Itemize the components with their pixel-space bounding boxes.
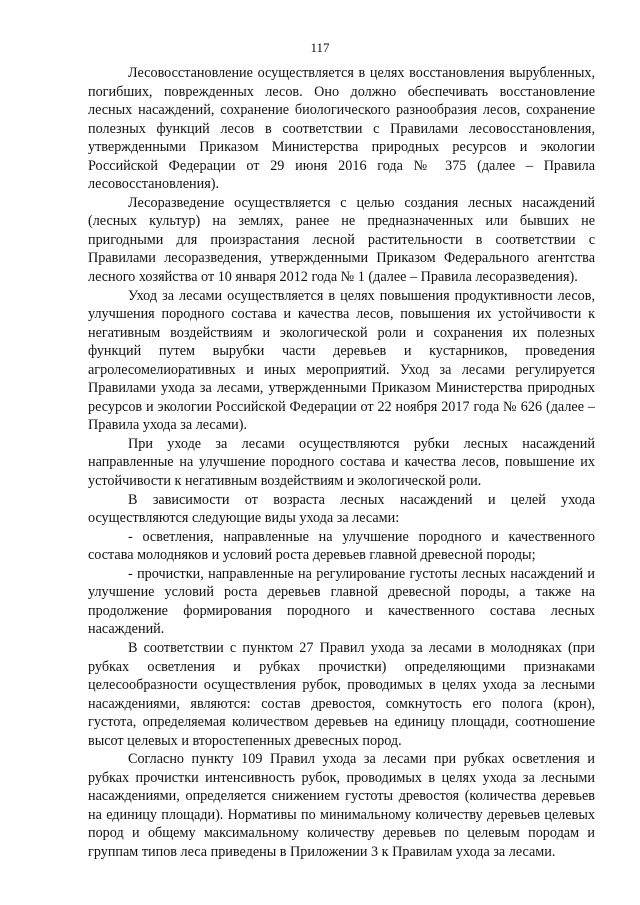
page-number: 117 xyxy=(310,40,330,55)
body-text xyxy=(88,64,595,862)
paragraph-clause-109: Согласно пункту 109 Правил ухода за лесами при рубках осветления и рубках прочистки интенсивность рубок, проводимых в целях ухода за лесными насаждениями, определяется снижением густоты древостоя (количества деревьев на единицу площади). Нормативы по минимальному количеству деревьев целевых пород и общему максимальному количеству деревьев по целевым породам и группам типов леса приведены в Приложении 3 к Правилам ухода за лесами. xyxy=(88,751,595,860)
paragraph-forest-care: Уход за лесами осуществляется в целях повышения продуктивности лесов, улучшения породного состава и качества лесов, повышения их устойчивости к негативным воздействиям и экологической роли и сохранения их полезных функций путем вырубки части деревьев и кустарников, проведения агролесомелиоративных и иных мероприятий. Уход за лесами регулируется Правилами ухода за лесами, утвержденными Приказом Министерства природных ресурсов и экологии Российской Федерации от 22 ноября 2017 года № 626 (далее – Правила ухода за лесами). xyxy=(88,287,595,434)
list-item-clarification: - осветления, направленные на улучшение породного и качественного состава молодняков и условий роста деревьев главной древесной породы; xyxy=(88,528,595,564)
paragraph-care-cuttings: При уходе за лесами осуществляются рубки лесных насаждений направленные на улучшение породного состава и качества лесов, повышение их устойчивости к негативным воздействиям и экологической роли. xyxy=(88,435,595,490)
paragraph-reforestation: Лесовосстановление осуществляется в целях восстановления вырубленных, погибших, поврежденных лесов. Оно должно обеспечивать восстановление лесных насаждений, сохранение биологического разнообразия лесов, сохранение полезных функций лесов в соответствии с Правилами лесовосстановления, утвержденными Приказом Министерства природных ресурсов и экологии Российской Федерации от 29 июня 2016 года № 375 (далее – Правила лесовосстановления). xyxy=(88,65,595,193)
paragraph-clause-27: В соответствии с пунктом 27 Правил ухода за лесами в молодняках (при рубках осветления и рубках прочистки) определяющими признаками целесообразности осуществления рубок, проводимых в целях ухода за лесными насаждениями, являются: состав древостоя, сомкнутость его полога (крон), густота, определяемая количеством деревьев на единицу площади, соотношение высот целевых и второстепенных древесных пород. xyxy=(88,639,595,749)
paragraph-care-types-intro: В зависимости от возраста лесных насаждений и целей ухода осуществляются следующие виды ухода за лесами: xyxy=(88,491,595,527)
paragraph-afforestation: Лесоразведение осуществляется с целью создания лесных насаждений (лесных культур) на землях, ранее не предназначенных или бывших не пригодными для произрастания лесной растительности в соответствии с Правилами лесоразведения, утвержденными Приказом Федерального агентства лесного хозяйства от 10 января 2012 года № 1 (далее – Правила лесоразведения). xyxy=(88,194,595,286)
list-item-cleaning: - прочистки, направленные на регулирование густоты лесных насаждений и улучшение условий роста деревьев главной древесной породы, а также на продолжение формирования породного и качественного состава лесных насаждений. xyxy=(88,565,595,638)
